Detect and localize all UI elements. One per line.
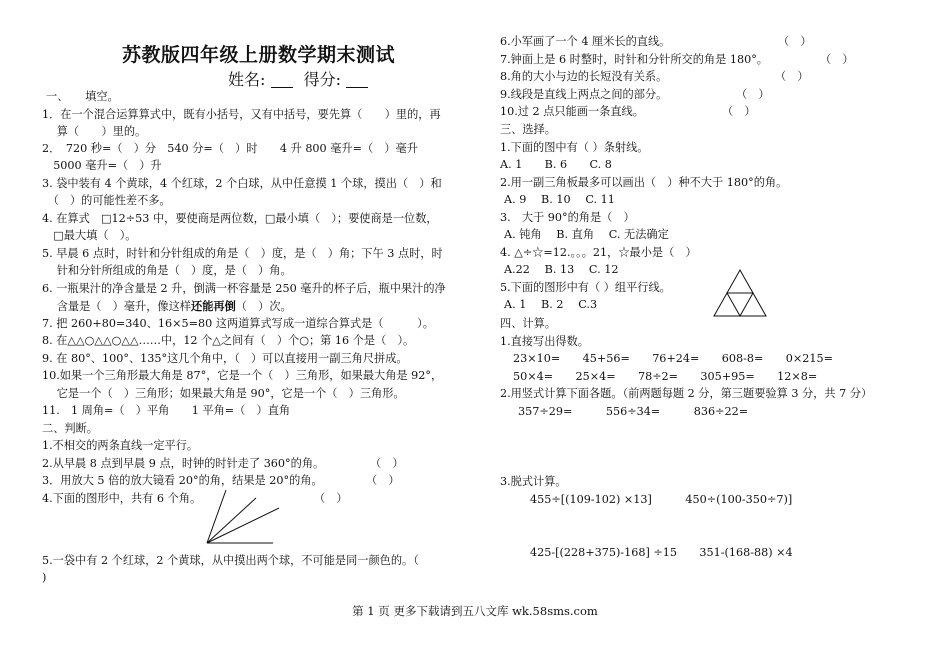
calc-subheading: 2.用竖式计算下面各题。（前两题每题 2 分，第三题要验算 3 分，共 7 分）	[500, 387, 873, 400]
section-judge-heading: 二、判断。	[42, 422, 98, 435]
choice-options: A.22 B. 13 C. 12	[504, 263, 619, 276]
judge-question: 2.从早晨 8 点到早晨 9 点，时钟的时针走了 360°的角。	[42, 457, 325, 470]
page-title: 苏教版四年级上册数学期末测试	[122, 44, 396, 66]
q6-bold-text: 还能再倒	[191, 299, 236, 313]
judge-parens[interactable]: （ ）	[722, 105, 756, 118]
judge-question: 7.钟面上是 6 时整时，时针和分针所交的角是 180°。	[500, 53, 768, 66]
section-fill-heading: 一、 填空。	[46, 90, 119, 103]
name-label: 姓名:	[228, 70, 266, 89]
question-line: 2． 720 秒=（ ）分 540 分=（ ）时 4 升 800 毫升=（ ）毫升	[42, 142, 418, 155]
triangle-figure	[712, 268, 770, 320]
judge-parens[interactable]: （ ）	[370, 457, 404, 470]
question-line: 3. 袋中装有 4 个黄球，4 个红球，2 个白球，从中任意摸 1 个球，摸出（ ）和	[42, 177, 442, 190]
question-line: 4. 在算式 □12÷53 中，要使商是两位数，□最小填（ ）；要使商是一位数，	[42, 212, 438, 225]
judge-question: 9.线段是直线上两点之间的部分。	[500, 88, 668, 101]
name-score-line	[228, 67, 374, 90]
judge-question: 5.一袋中有 2 个红球，2 个黄球，从中摸出两个球，不可能是同一颜色的。（	[42, 554, 419, 567]
judge-question: 8.角的大小与边的长短没有关系。	[500, 70, 668, 83]
judge-parens[interactable]: （ ）	[736, 88, 770, 101]
calc-row: 357÷29= 556÷34= 836÷22=	[518, 405, 749, 418]
score-label: 得分:	[303, 70, 341, 89]
judge-question: 10.过 2 点只能画一条直线。	[500, 105, 644, 118]
choice-options: A. 1 B. 6 C. 8	[500, 158, 612, 171]
judge-question: 1.不相交的两条直线一定平行。	[42, 439, 199, 452]
question-line: 1．在一个混合运算算式中，既有小括号，又有中括号，要先算（ ）里的，再	[42, 108, 441, 121]
score-blank[interactable]	[346, 73, 368, 88]
section-choice-heading: 三、选择。	[500, 123, 556, 136]
question-line: 针和分针所组成的角是（ ）度，是（ ）角。	[42, 264, 292, 277]
section-calc-heading: 四、计算。	[500, 317, 556, 330]
choice-question: 5.下面的图形中有（ ）组平行线。	[500, 281, 671, 294]
q6-prefix: 含量是（ ）毫升，像这样	[42, 300, 191, 313]
calc-row: 50×4= 25×4= 78÷2= 305+95= 12×8=	[513, 370, 818, 383]
choice-options: A. 钝角 B. 直角 C. 无法确定	[504, 228, 669, 241]
question-line: 5000 毫升=（ ）升	[42, 159, 162, 172]
question-line: 它是一个（ ）三角形；如果最大角是 90°，它是一个（ ）三角形。	[42, 387, 405, 400]
question-line: 9. 在 80°、100°、135°这几个角中，（ ）可以直接用一副三角尺拼成。	[42, 352, 408, 365]
choice-options: A. 9 B. 10 C. 11	[504, 193, 615, 206]
angle-rays-figure	[202, 486, 292, 548]
judge-question: 4.下面的图形中，共有 6 个角。	[42, 492, 202, 505]
choice-question: 4. △÷☆=12.。。。21，☆最小是（ ）	[500, 246, 697, 259]
calc-row: 23×10= 45+56= 76+24= 608-8= 0×215=	[513, 352, 834, 365]
judge-parens[interactable]: （ ）	[314, 492, 348, 505]
choice-options: A. 1 B. 2 C.3	[504, 298, 598, 311]
judge-parens[interactable]: （ ）	[820, 53, 854, 66]
judge-parens[interactable]: （ ）	[775, 70, 809, 83]
question-line: 5. 早晨 6 点时，时针和分针组成的角是（ ）度，是（ ）角；下午 3 点时，时	[42, 247, 443, 260]
question-line: （ ）的可能性差不多。	[42, 194, 171, 207]
question-line: 10.如果一个三角形最大角是 87°，它是一个（ ）三角形，如果最大角是 92°，	[42, 369, 443, 382]
question-line-q6b	[42, 299, 292, 314]
judge-question: )	[42, 571, 47, 584]
choice-question: 3. 大于 90°的角是（ ）	[500, 211, 635, 224]
question-line: 8. 在△△○△△○△△……中，12 个△之间有（ ）个○；第 16 个是（ ）。	[42, 334, 415, 347]
q6-suffix: （ ）次。	[235, 300, 292, 313]
question-line: 6. 一瓶果汁的净含量是 2 升，倒满一杯容量是 250 毫升的杯子后，瓶中果汁的净	[42, 282, 446, 295]
judge-question: 6.小军画了一个 4 厘米长的直线。	[500, 35, 671, 48]
calc-subheading: 3.脱式计算。	[500, 475, 567, 488]
question-line: □最大填（ ）。	[42, 229, 137, 242]
page-footer: 第 1 页 更多下载请到五八文库 wk.58sms.com	[352, 604, 598, 618]
question-line: 11. 1 周角=（ ）平角 1 平角=（ ）直角	[42, 404, 291, 417]
question-line: 7. 把 260+80=340、16×5=80 这两道算式写成一道综合算式是（ ）。	[42, 317, 434, 330]
calc-row: 425-[(228+375)-168] ÷15 351-(168-88) ×4	[530, 546, 793, 559]
calc-row: 455÷[(109-102) ×13] 450÷(100-350÷7)]	[530, 493, 793, 506]
question-line: 算（ ）里的。	[42, 125, 147, 138]
choice-question: 1.下面的图中有（ ）条射线。	[500, 141, 649, 154]
judge-parens[interactable]: （ ）	[366, 474, 400, 487]
judge-parens[interactable]: （ ）	[778, 35, 812, 48]
choice-question: 2.用一副三角板最多可以画出（ ）种不大于 180°的角。	[500, 176, 788, 189]
calc-subheading: 1.直接写出得数。	[500, 335, 589, 348]
name-blank[interactable]	[271, 73, 293, 88]
judge-question: 3．用放大 5 倍的放大镜看 20°的角，结果是 20°的角。	[42, 474, 323, 487]
